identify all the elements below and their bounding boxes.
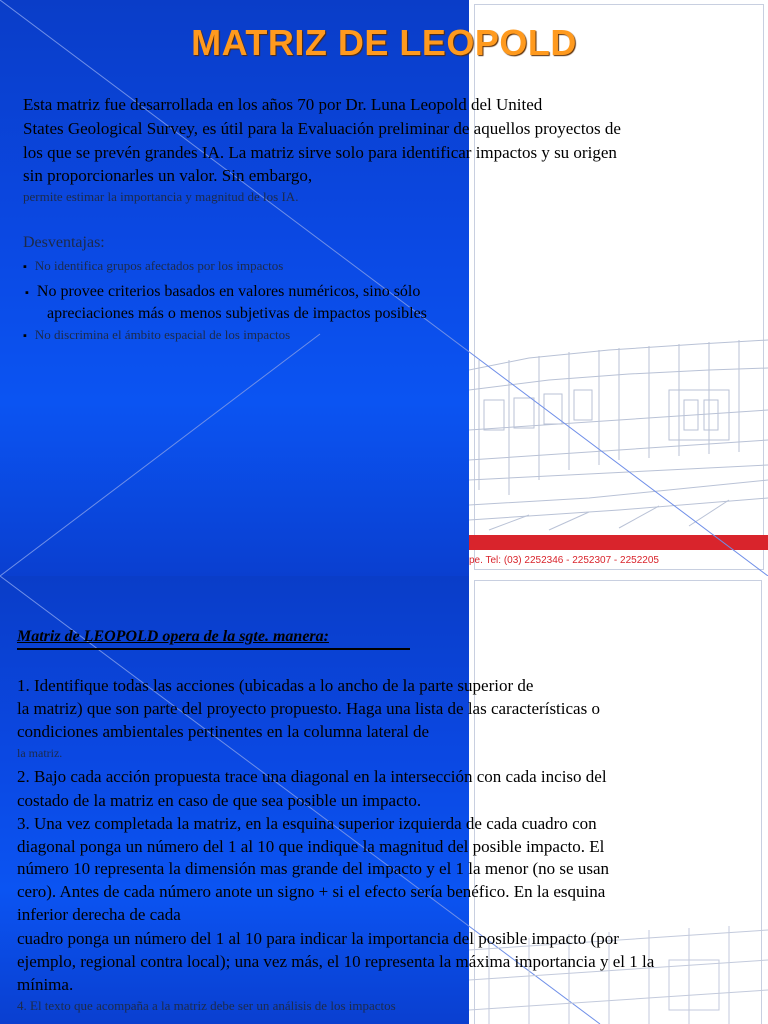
intro-line-4: sin proporcionarles un valor. Sin embargo, bbox=[23, 166, 313, 185]
step-1-line-1: 1. Identifique todas las acciones (ubicadas a lo ancho de la parte superior de bbox=[17, 676, 534, 695]
footer-telephone: pe. Tel: (03) 2252346 - 2252307 - 2252205 bbox=[469, 555, 659, 566]
step-line: diagonal ponga un número del 1 al 10 que indique la magnitud del posible impacto. El bbox=[17, 837, 605, 856]
step-line: número 10 representa la dimensión mas grande del impacto y el 1 la menor (no se usan bbox=[17, 859, 609, 878]
bullet-icon: ▪ bbox=[23, 330, 27, 342]
slide-title: MATRIZ DE LEOPOLD bbox=[191, 22, 577, 63]
bullet-item-2-continuation: apreciaciones más o menos subjetivas de impactos posibles bbox=[47, 305, 427, 322]
bullet-text: No identifica grupos afectados por los impactos bbox=[34, 258, 284, 273]
step-1-line-3: condiciones ambientales pertinentes en la columna lateral de bbox=[17, 722, 430, 741]
step-line: costado de la matriz en caso de que sea posible un impacto. bbox=[17, 791, 422, 810]
step-line: cero). Antes de cada número anote un signo + si el efecto sería benéfico. En la esquina bbox=[17, 882, 606, 901]
step-line: 3. Una vez completada la matriz, en la esquina superior izquierda de cada cuadro con bbox=[17, 814, 597, 833]
bullet-item-1 bbox=[23, 258, 283, 274]
intro-line-1: Esta matriz fue desarrollada en los años 70 por Dr. Luna Leopold del United bbox=[23, 95, 543, 114]
step-line: inferior derecha de cada bbox=[17, 905, 181, 924]
step-1-small: la matriz. bbox=[17, 746, 63, 760]
bullet-icon: ▪ bbox=[25, 287, 29, 299]
intro-small-line: permite estimar la importancia y magnitud de los IA. bbox=[23, 189, 299, 204]
intro-line-3: los que se prevén grandes IA. La matriz sirve solo para identificar impactos y su origen bbox=[23, 143, 617, 162]
heading-rule bbox=[17, 648, 410, 650]
bullet-icon: ▪ bbox=[23, 261, 27, 273]
intro-line-2: States Geological Survey, es útil para la Evaluación preliminar de aquellos proyectos de bbox=[23, 119, 621, 138]
bullet-text: No provee criterios basados en valores numéricos, sino sólo bbox=[36, 283, 421, 300]
bullet-item-3 bbox=[23, 327, 290, 343]
step-line: ejemplo, regional contra local); una vez más, el 10 representa la máxima importancia y el 1 la bbox=[17, 952, 655, 971]
step-1-line-2: la matriz) que son parte del proyecto propuesto. Haga una lista de las características o bbox=[17, 699, 600, 718]
step-line: mínima. bbox=[17, 975, 74, 994]
step-line: 2. Bajo cada acción propuesta trace una diagonal en la intersección con cada inciso del bbox=[17, 767, 607, 786]
step-line: cuadro ponga un número del 1 al 10 para indicar la importancia del posible impacto (por bbox=[17, 929, 619, 948]
bullet-text: No discrimina el ámbito espacial de los impactos bbox=[34, 327, 291, 342]
step-4-small: 4. El texto que acompaña a la matriz debe ser un análisis de los impactos bbox=[17, 998, 396, 1013]
slide2-heading: Matriz de LEOPOLD opera de la sgte. manera: bbox=[17, 628, 329, 645]
desventajas-heading: Desventajas: bbox=[23, 234, 105, 251]
